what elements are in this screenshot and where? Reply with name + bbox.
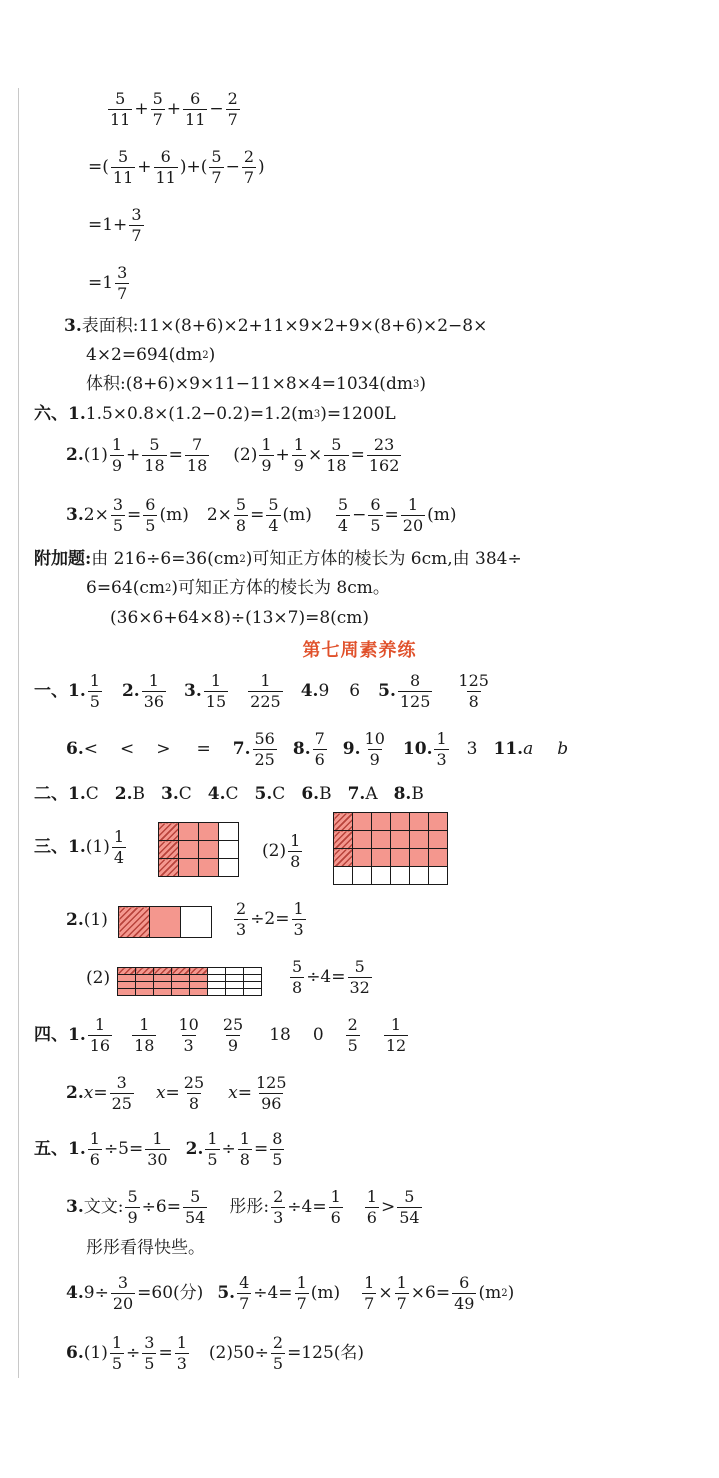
- fraction: $\frac{1}{3}$: [176, 1333, 187, 1374]
- fraction: $\frac{1}{9}$: [293, 435, 304, 476]
- fraction: $\frac{3}{5}$: [144, 1333, 155, 1374]
- part-three-eq-2: $\frac{5}{8}$ ÷4= $\frac{5}{32}$: [292, 957, 370, 998]
- part-three-eq-1: $\frac{2}{3}$ ÷2= $\frac{1}{3}$: [236, 899, 304, 940]
- fraction: $\frac{1}{5}$: [207, 1129, 218, 1170]
- fraction: 5 7: [211, 147, 222, 188]
- fraction: $\frac{1}{6}$: [330, 1187, 341, 1228]
- fraction: 1 6: [366, 1187, 377, 1228]
- fraction: $\frac{3}{7}$: [131, 205, 142, 246]
- fraction: $\frac{2}{7}$: [243, 147, 254, 188]
- fraction: $\frac{5}{8}$: [292, 957, 303, 998]
- fraction: $\frac{125}{96}$: [256, 1073, 287, 1114]
- fraction: $\frac{1}{3}$: [293, 899, 304, 940]
- fraction: 1 5: [89, 671, 100, 712]
- fraction: $\frac{5}{7}$: [152, 89, 163, 130]
- grid-one-eighth: [333, 812, 448, 885]
- fraction: $\frac{1}{6}$: [89, 1129, 100, 1170]
- fraction: $\frac{2}{7}$: [227, 89, 238, 130]
- fraction: $\frac{6}{11}$: [155, 147, 176, 188]
- part-three-line-3: (2): [86, 968, 111, 988]
- fraction: $\frac{1}{5}$: [111, 1333, 123, 1374]
- fraction: $\frac{6}{5}$: [370, 495, 381, 536]
- section-six-line-3: 3. 2× $\frac{3}{5}$ = $\frac{6}{5}$ (m) 2× $\frac{5}{8}$ = $\frac{5}{4}$ (m) 5 4 − $\frac{6}{5}$ = $\frac{1}{20}$ (m): [66, 495, 457, 536]
- expr-line-4: =1 3 7: [88, 263, 128, 304]
- fraction: $\frac{2}{5}$: [272, 1333, 284, 1374]
- fraction: 8 125: [399, 671, 431, 712]
- fraction: 125 8: [458, 671, 489, 712]
- fraction: 1 9: [261, 435, 272, 476]
- extra-line-1: 附加题: 由 216÷6=36(cm 2 )可知正方体的棱长为 6cm,由 384÷: [34, 549, 522, 569]
- part-five-conclusion: 彤彤看得快些。: [86, 1238, 205, 1258]
- fraction: 1 16: [89, 1015, 111, 1056]
- fraction: $\frac{5}{4}$: [268, 495, 279, 536]
- part-five-line-4: 4. 9÷ $\frac{3}{20}$ =60(分) 5. $\frac{4}{7}$ ÷4= $\frac{1}{7}$ (m) $\frac{1}{7}$ × $\frac{1}{7}$ ×6= $\frac{6}{49}$ (m 2 ): [66, 1273, 515, 1314]
- section-six-line-2: 2. (1) 1 9 + $\frac{5}{18}$ = $\frac{7}{18}$ (2) 1 9 + $\frac{1}{9}$ × $\frac{5}{18}$ = $\frac{23}{162}$: [66, 435, 400, 476]
- fraction: 1 9: [111, 435, 123, 476]
- fraction: $\frac{1}{20}$: [402, 495, 424, 536]
- fraction: 10 3: [178, 1015, 199, 1056]
- bar-two-thirds: [118, 906, 212, 938]
- fraction: 1 15: [205, 671, 227, 712]
- fraction: $\frac{1}{8}$: [239, 1129, 250, 1170]
- fraction: $\frac{5}{32}$: [349, 957, 370, 998]
- fraction: $\frac{6}{49}$: [454, 1273, 475, 1314]
- fraction: 1 225: [250, 671, 281, 712]
- fraction: $\frac{8}{5}$: [272, 1129, 283, 1170]
- fraction: 3 7: [117, 263, 128, 304]
- fraction: $\frac{1}{30}$: [147, 1129, 168, 1170]
- extra-line-3: (36×6+64×8)÷(13×7)=8(cm): [110, 608, 370, 628]
- fraction: 7 6: [314, 729, 325, 770]
- expr-line-3: =1+ $\frac{3}{7}$: [88, 205, 142, 246]
- fraction: $\frac{23}{162}$: [368, 435, 400, 476]
- fraction: 5 11: [112, 147, 134, 188]
- expr-line-2: =( 5 11 + $\frac{6}{11}$ )+( 5 7 − $\frac{2}{7}$ ): [88, 147, 265, 188]
- fraction: $\frac{3}{5}$: [112, 495, 123, 536]
- part-three-line-2: 2. (1): [66, 910, 108, 930]
- fraction: 2 5: [347, 1015, 358, 1056]
- fraction: $\frac{3}{20}$: [112, 1273, 134, 1314]
- fraction: $\frac{5}{54}$: [184, 1187, 206, 1228]
- fraction: $\frac{6}{5}$: [145, 495, 156, 536]
- fraction: $\frac{2}{3}$: [273, 1187, 284, 1228]
- fraction: 1 4: [113, 827, 125, 868]
- fraction: 1 18: [134, 1015, 155, 1056]
- extra-line-2: 6=64(cm 2 )可知正方体的棱长为 8cm。: [86, 578, 390, 598]
- part-four-line-2: 2. x = $\frac{3}{25}$ x = $\frac{25}{8}$ x = $\frac{125}{96}$: [66, 1073, 287, 1114]
- fraction: 5 54: [399, 1187, 420, 1228]
- fraction: $\frac{3}{25}$: [111, 1073, 132, 1114]
- fraction: $\frac{5}{18}$: [144, 435, 165, 476]
- fraction: 10 9: [364, 729, 385, 770]
- fraction: 1 12: [385, 1015, 407, 1056]
- part-five-line-6: 6. (1) $\frac{1}{5}$ ÷ $\frac{3}{5}$ = $\frac{1}{3}$ (2)50÷ $\frac{2}{5}$ =125(名): [66, 1333, 365, 1374]
- fraction: $\frac{7}{18}$: [186, 435, 208, 476]
- fraction: $\frac{5}{8}$: [235, 495, 247, 536]
- part-one-line-2: 6. < < > = 7. 56 25 8. 7 6 9. 10 9 10. 1 3 3 11. a b: [66, 729, 569, 770]
- grid-one-quarter: [158, 822, 239, 877]
- part-five-line-1: 五、1. $\frac{1}{6}$ ÷5= $\frac{1}{30}$ 2. $\frac{1}{5}$ ÷ $\frac{1}{8}$ = $\frac{8}{5}$: [34, 1129, 283, 1170]
- fraction: $\frac{5}{18}$: [326, 435, 347, 476]
- part-two-line: 二、1. C 2. B 3. C 4. C 5. C 6. B 7. A 8. B: [34, 784, 424, 804]
- fraction: 5 4: [337, 495, 349, 536]
- fraction: 1 8: [290, 831, 301, 872]
- fraction: $\frac{1}{7}$: [296, 1273, 307, 1314]
- fraction: 5 11: [110, 89, 131, 130]
- section-six-line-1: 六、1. 1.5×0.8×(1.2−0.2)=1.2(m 3 )=1200L: [34, 404, 396, 424]
- fraction: $\frac{25}{8}$: [183, 1073, 205, 1114]
- fraction: 25 9: [222, 1015, 244, 1056]
- fraction: $\frac{1}{7}$: [396, 1273, 407, 1314]
- q3-line-1: 3. 表面积:11×(8+6)×2+11×9×2+9×(8+6)×2−8×: [64, 316, 488, 336]
- section-title: 第七周素养练: [302, 640, 417, 661]
- part-one-line-1: 一、1. 1 5 2. 1 36 3. 1 15 1 225 4. 9 6 5. 8 125 125 8: [34, 671, 489, 712]
- fraction: $\frac{4}{7}$: [239, 1273, 250, 1314]
- margin-line: [18, 88, 19, 1378]
- fraction: $\frac{2}{3}$: [236, 899, 247, 940]
- fraction: $\frac{6}{11}$: [185, 89, 206, 130]
- bar-five-eighths: [117, 967, 262, 996]
- fraction: $\frac{5}{9}$: [127, 1187, 138, 1228]
- fraction: 1 3: [436, 729, 447, 770]
- fraction: $\frac{1}{7}$: [364, 1273, 375, 1314]
- fraction: 1 36: [143, 671, 165, 712]
- part-three-p2: (2) 1 8: [262, 831, 301, 872]
- part-three-line-1: 三、1. (1) 1 4: [34, 827, 125, 868]
- q3-line-3: 体积:(8+6)×9×11−11×8×4=1034(dm 3 ): [86, 374, 426, 394]
- part-four-line-1: 四、1. 1 16 1 18 10 3 25 9 18 0 2 5 1 12: [34, 1015, 407, 1056]
- q3-line-2: 4×2=694(dm 2 ): [86, 345, 216, 365]
- part-five-line-3: 3. 文文: $\frac{5}{9}$ ÷6= $\frac{5}{54}$ 彤彤: $\frac{2}{3}$ ÷4= $\frac{1}{6}$ 1 6 > 5 54: [66, 1187, 420, 1228]
- fraction: 56 25: [254, 729, 275, 770]
- expr-line-1: 5 11 + $\frac{5}{7}$ + $\frac{6}{11}$ − $\frac{2}{7}$: [110, 89, 238, 130]
